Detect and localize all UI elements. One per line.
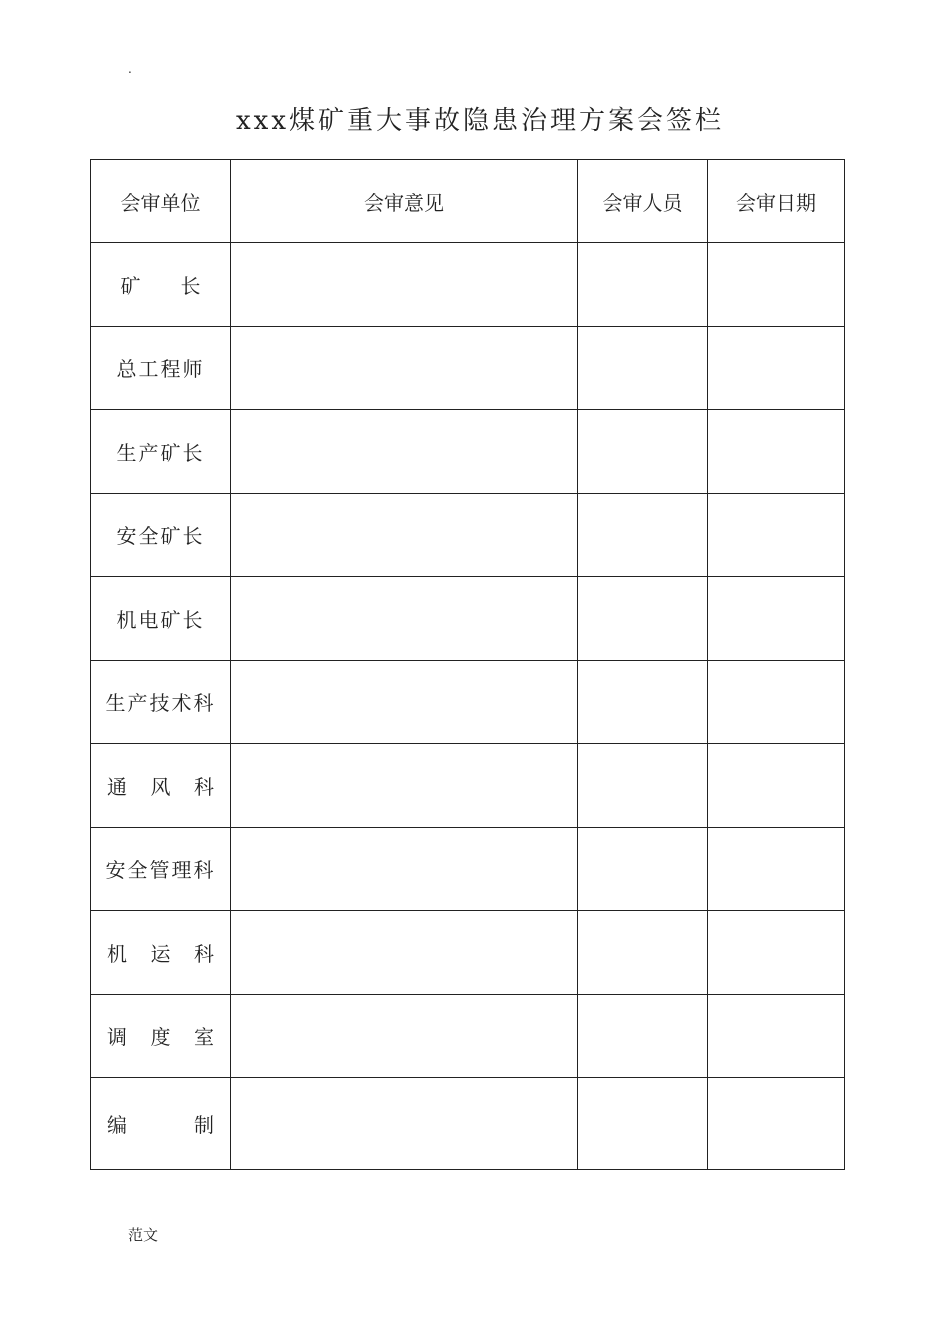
unit-cell xyxy=(91,410,231,494)
table-row xyxy=(91,243,845,327)
opinion-cell[interactable] xyxy=(231,827,578,911)
date-cell[interactable] xyxy=(708,744,845,828)
unit-label: 调 度 室 xyxy=(107,1025,214,1050)
date-cell[interactable] xyxy=(708,410,845,494)
header-mark: . xyxy=(128,62,132,76)
unit-cell xyxy=(91,911,231,995)
header-unit: 会审单位 xyxy=(91,160,231,243)
unit-cell xyxy=(91,827,231,911)
unit-label: 安全管理科 xyxy=(105,858,216,883)
date-cell[interactable] xyxy=(708,827,845,911)
reviewer-cell[interactable] xyxy=(578,410,708,494)
unit-cell xyxy=(91,744,231,828)
reviewer-cell[interactable] xyxy=(578,243,708,327)
unit-label: 生产技术科 xyxy=(105,691,216,716)
unit-cell xyxy=(91,243,231,327)
unit-cell xyxy=(91,994,231,1078)
unit-cell xyxy=(91,1078,231,1170)
table-row xyxy=(91,326,845,410)
opinion-cell[interactable] xyxy=(231,744,578,828)
reviewer-cell[interactable] xyxy=(578,1078,708,1170)
opinion-cell[interactable] xyxy=(231,326,578,410)
date-cell[interactable] xyxy=(708,326,845,410)
reviewer-cell[interactable] xyxy=(578,660,708,744)
table-row xyxy=(91,410,845,494)
table-row xyxy=(91,827,845,911)
opinion-cell[interactable] xyxy=(231,911,578,995)
date-cell[interactable] xyxy=(708,243,845,327)
header-date: 会审日期 xyxy=(708,160,845,243)
header-row xyxy=(91,160,845,243)
table-row xyxy=(91,660,845,744)
footer-text: 范文 xyxy=(128,1226,159,1244)
opinion-cell[interactable] xyxy=(231,577,578,661)
reviewer-cell[interactable] xyxy=(578,827,708,911)
unit-cell xyxy=(91,577,231,661)
signoff-table xyxy=(90,159,845,1170)
date-cell[interactable] xyxy=(708,660,845,744)
date-cell[interactable] xyxy=(708,577,845,661)
unit-label: 生产矿长 xyxy=(116,440,205,465)
date-cell[interactable] xyxy=(708,1078,845,1170)
unit-label: 安全矿长 xyxy=(116,524,205,549)
header-opinion: 会审意见 xyxy=(231,160,578,243)
table-row xyxy=(91,994,845,1078)
unit-label: 矿 长 xyxy=(120,273,201,298)
table-row xyxy=(91,1078,845,1170)
unit-cell xyxy=(91,660,231,744)
opinion-cell[interactable] xyxy=(231,994,578,1078)
table-row xyxy=(91,577,845,661)
reviewer-cell[interactable] xyxy=(578,493,708,577)
unit-cell xyxy=(91,326,231,410)
reviewer-cell[interactable] xyxy=(578,326,708,410)
unit-label: 机电矿长 xyxy=(116,607,205,632)
opinion-cell[interactable] xyxy=(231,243,578,327)
table-row xyxy=(91,493,845,577)
opinion-cell[interactable] xyxy=(231,493,578,577)
opinion-cell[interactable] xyxy=(231,660,578,744)
reviewer-cell[interactable] xyxy=(578,577,708,661)
unit-cell xyxy=(91,493,231,577)
reviewer-cell[interactable] xyxy=(578,911,708,995)
opinion-cell[interactable] xyxy=(231,410,578,494)
unit-label: 机 运 科 xyxy=(107,941,214,966)
date-cell[interactable] xyxy=(708,994,845,1078)
unit-label: 总工程师 xyxy=(116,357,205,382)
reviewer-cell[interactable] xyxy=(578,994,708,1078)
page-title: xxx煤矿重大事故隐患治理方案会签栏 xyxy=(236,106,724,136)
date-cell[interactable] xyxy=(708,493,845,577)
date-cell[interactable] xyxy=(708,911,845,995)
unit-label: 编 制 xyxy=(107,1113,214,1137)
unit-label: 通 风 科 xyxy=(107,774,214,799)
opinion-cell[interactable] xyxy=(231,1078,578,1170)
table-row xyxy=(91,911,845,995)
table-row xyxy=(91,744,845,828)
reviewer-cell[interactable] xyxy=(578,744,708,828)
header-reviewer: 会审人员 xyxy=(578,160,708,243)
